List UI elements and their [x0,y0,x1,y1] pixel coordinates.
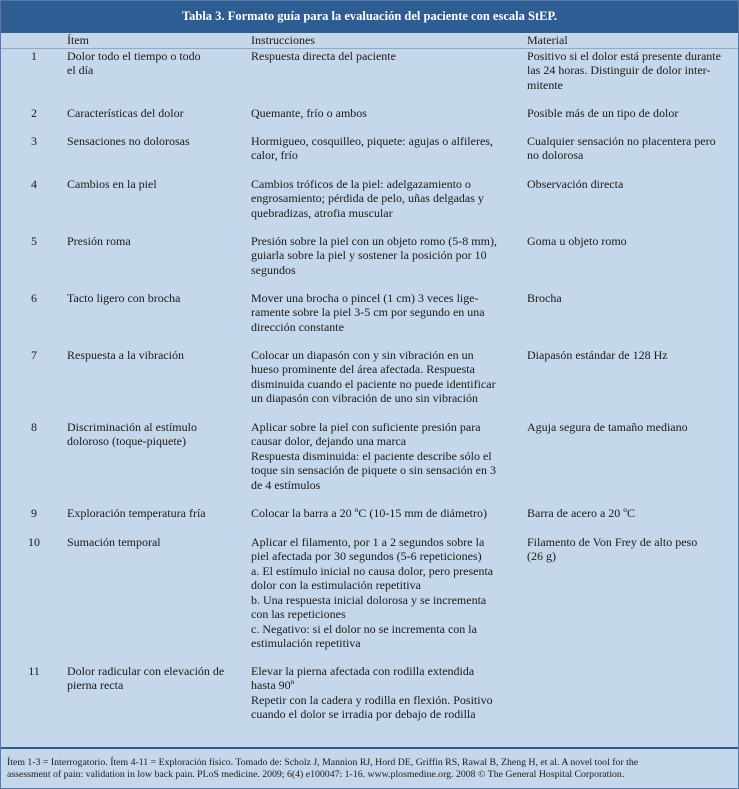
table-row [1,134,738,177]
row-material: Posible más de un tipo de dolor [527,105,679,120]
row-instructions: Aplicar el filamento, por 1 a 2 segundos sobre la piel afectada por 30 segundos (5-6 repeticiones) a. El estímulo inicial no causa dolor, pero presenta dolor con la estimulación repetitiva b. Una respuesta inicial dolorosa y se incrementa con las repeticiones c. Negativo: si el dolor no se incrementa con la estimulación repetitiva [251,534,494,650]
table-row [1,664,738,722]
table-body [1,49,738,722]
table-row [1,420,738,506]
table-row [1,535,738,664]
header-material: Material [527,33,568,47]
row-number: 3 [31,133,37,148]
row-item: Sumación temporal [67,534,161,549]
header-num [1,33,67,48]
row-number: 1 [31,48,37,63]
header-row [1,33,738,48]
row-instructions: Elevar la pierna afectada con rodilla extendida hasta 90º Repetir con la cadera y rodilla en flexión. Positivo cuando el dolor se irradia por debajo de rodilla [251,663,493,721]
row-material: Positivo si el dolor está presente durante las 24 horas. Distinguir de dolor inter- mitente [527,48,721,92]
row-number: 2 [31,105,37,120]
table-footnote: Ítem 1-3 = Interrogatorio. Ítem 4-11 = Exploración físico. Tomado de: Scholz J, Mannion RJ, Hord DE, Griffin RS, Rawal B, Zheng H, et al. A novel tool for the assessment of pain: validation in low back pain. PLoS medicine. 2009; 6(4) e100047: 1-16. www.plosmedine.org. 2008 © The General Hospital Corporation. [1,747,738,788]
row-number: 5 [31,233,37,248]
row-item: Respuesta a la vibración [67,347,184,362]
row-number: 10 [28,534,40,549]
row-item: Cambios en la piel [67,176,157,191]
row-instructions: Mover una brocha o pincel (1 cm) 3 veces lige- ramente sobre la piel 3-5 cm por segundo en una dirección constante [251,290,485,334]
row-material: Goma u objeto romo [527,233,627,248]
row-item: Características del dolor [67,105,184,120]
row-number: 6 [31,290,37,305]
row-number: 7 [31,347,37,362]
row-material: Observación directa [527,176,624,191]
table-title: Tabla 3. Formato guía para la evaluación del paciente con escala StEP. [1,1,738,31]
row-item: Discriminación al estímulo doloroso (toque-piquete) [67,419,197,448]
row-number: 8 [31,419,37,434]
row-instructions: Colocar la barra a 20 ºC (10-15 mm de diámetro) [251,505,487,520]
table-row [1,177,738,234]
row-material: Barra de acero a 20 ºC [527,505,635,520]
row-instructions: Colocar un diapasón con y sin vibración en un hueso prominente del área afectada. Respuesta disminuida cuando el paciente no puede identificar un diapasón con vibración de uno sin vibración [251,347,496,405]
row-material: Diapasón estándar de 128 Hz [527,347,668,362]
row-instructions: Presión sobre la piel con un objeto romo (5-8 mm), guiarla sobre la piel y sostener la posición por 10 segundos [251,233,497,277]
row-instructions: Quemante, frío o ambos [251,105,367,120]
row-number: 11 [28,663,40,678]
header-item: Ítem [67,33,89,47]
row-item: Presión roma [67,233,131,248]
row-instructions: Aplicar sobre la piel con suficiente presión para causar dolor, dejando una marca Respuesta disminuida: el paciente describe sólo el toque sin sensación de piquete o sin sensación en 3 de 4 estímulos [251,419,496,492]
table-row [1,291,738,348]
row-material: Aguja segura de tamaño mediano [527,419,688,434]
row-material: Cualquier sensación no placentera pero no dolorosa [527,133,716,162]
row-instructions: Cambios tróficos de la piel: adelgazamiento o engrosamiento; pérdida de pelo, uñas delgadas y quebradizas, atrofia muscular [251,176,484,220]
table-row [1,49,738,106]
row-instructions: Respuesta directa del paciente [251,48,396,63]
row-item: Dolor todo el tiempo o todo el día [67,48,201,77]
row-item: Dolor radicular con elevación de pierna recta [67,663,225,692]
row-instructions: Hormigueo, cosquilleo, piquete: agujas o alfileres, calor, frío [251,133,493,162]
guide-table [1,33,738,722]
row-item: Sensaciones no dolorosas [67,133,190,148]
row-material: Brocha [527,290,562,305]
row-item: Tacto ligero con brocha [67,290,181,305]
table-row [1,348,738,420]
table-row [1,234,738,291]
table-row [1,106,738,134]
row-number: 9 [31,505,37,520]
row-number: 4 [31,176,37,191]
row-item: Exploración temperatura fría [67,505,206,520]
row-material: Filamento de Von Frey de alto peso (26 g) [527,534,698,563]
header-instructions: Instrucciones [251,33,315,47]
table-row [1,506,738,535]
